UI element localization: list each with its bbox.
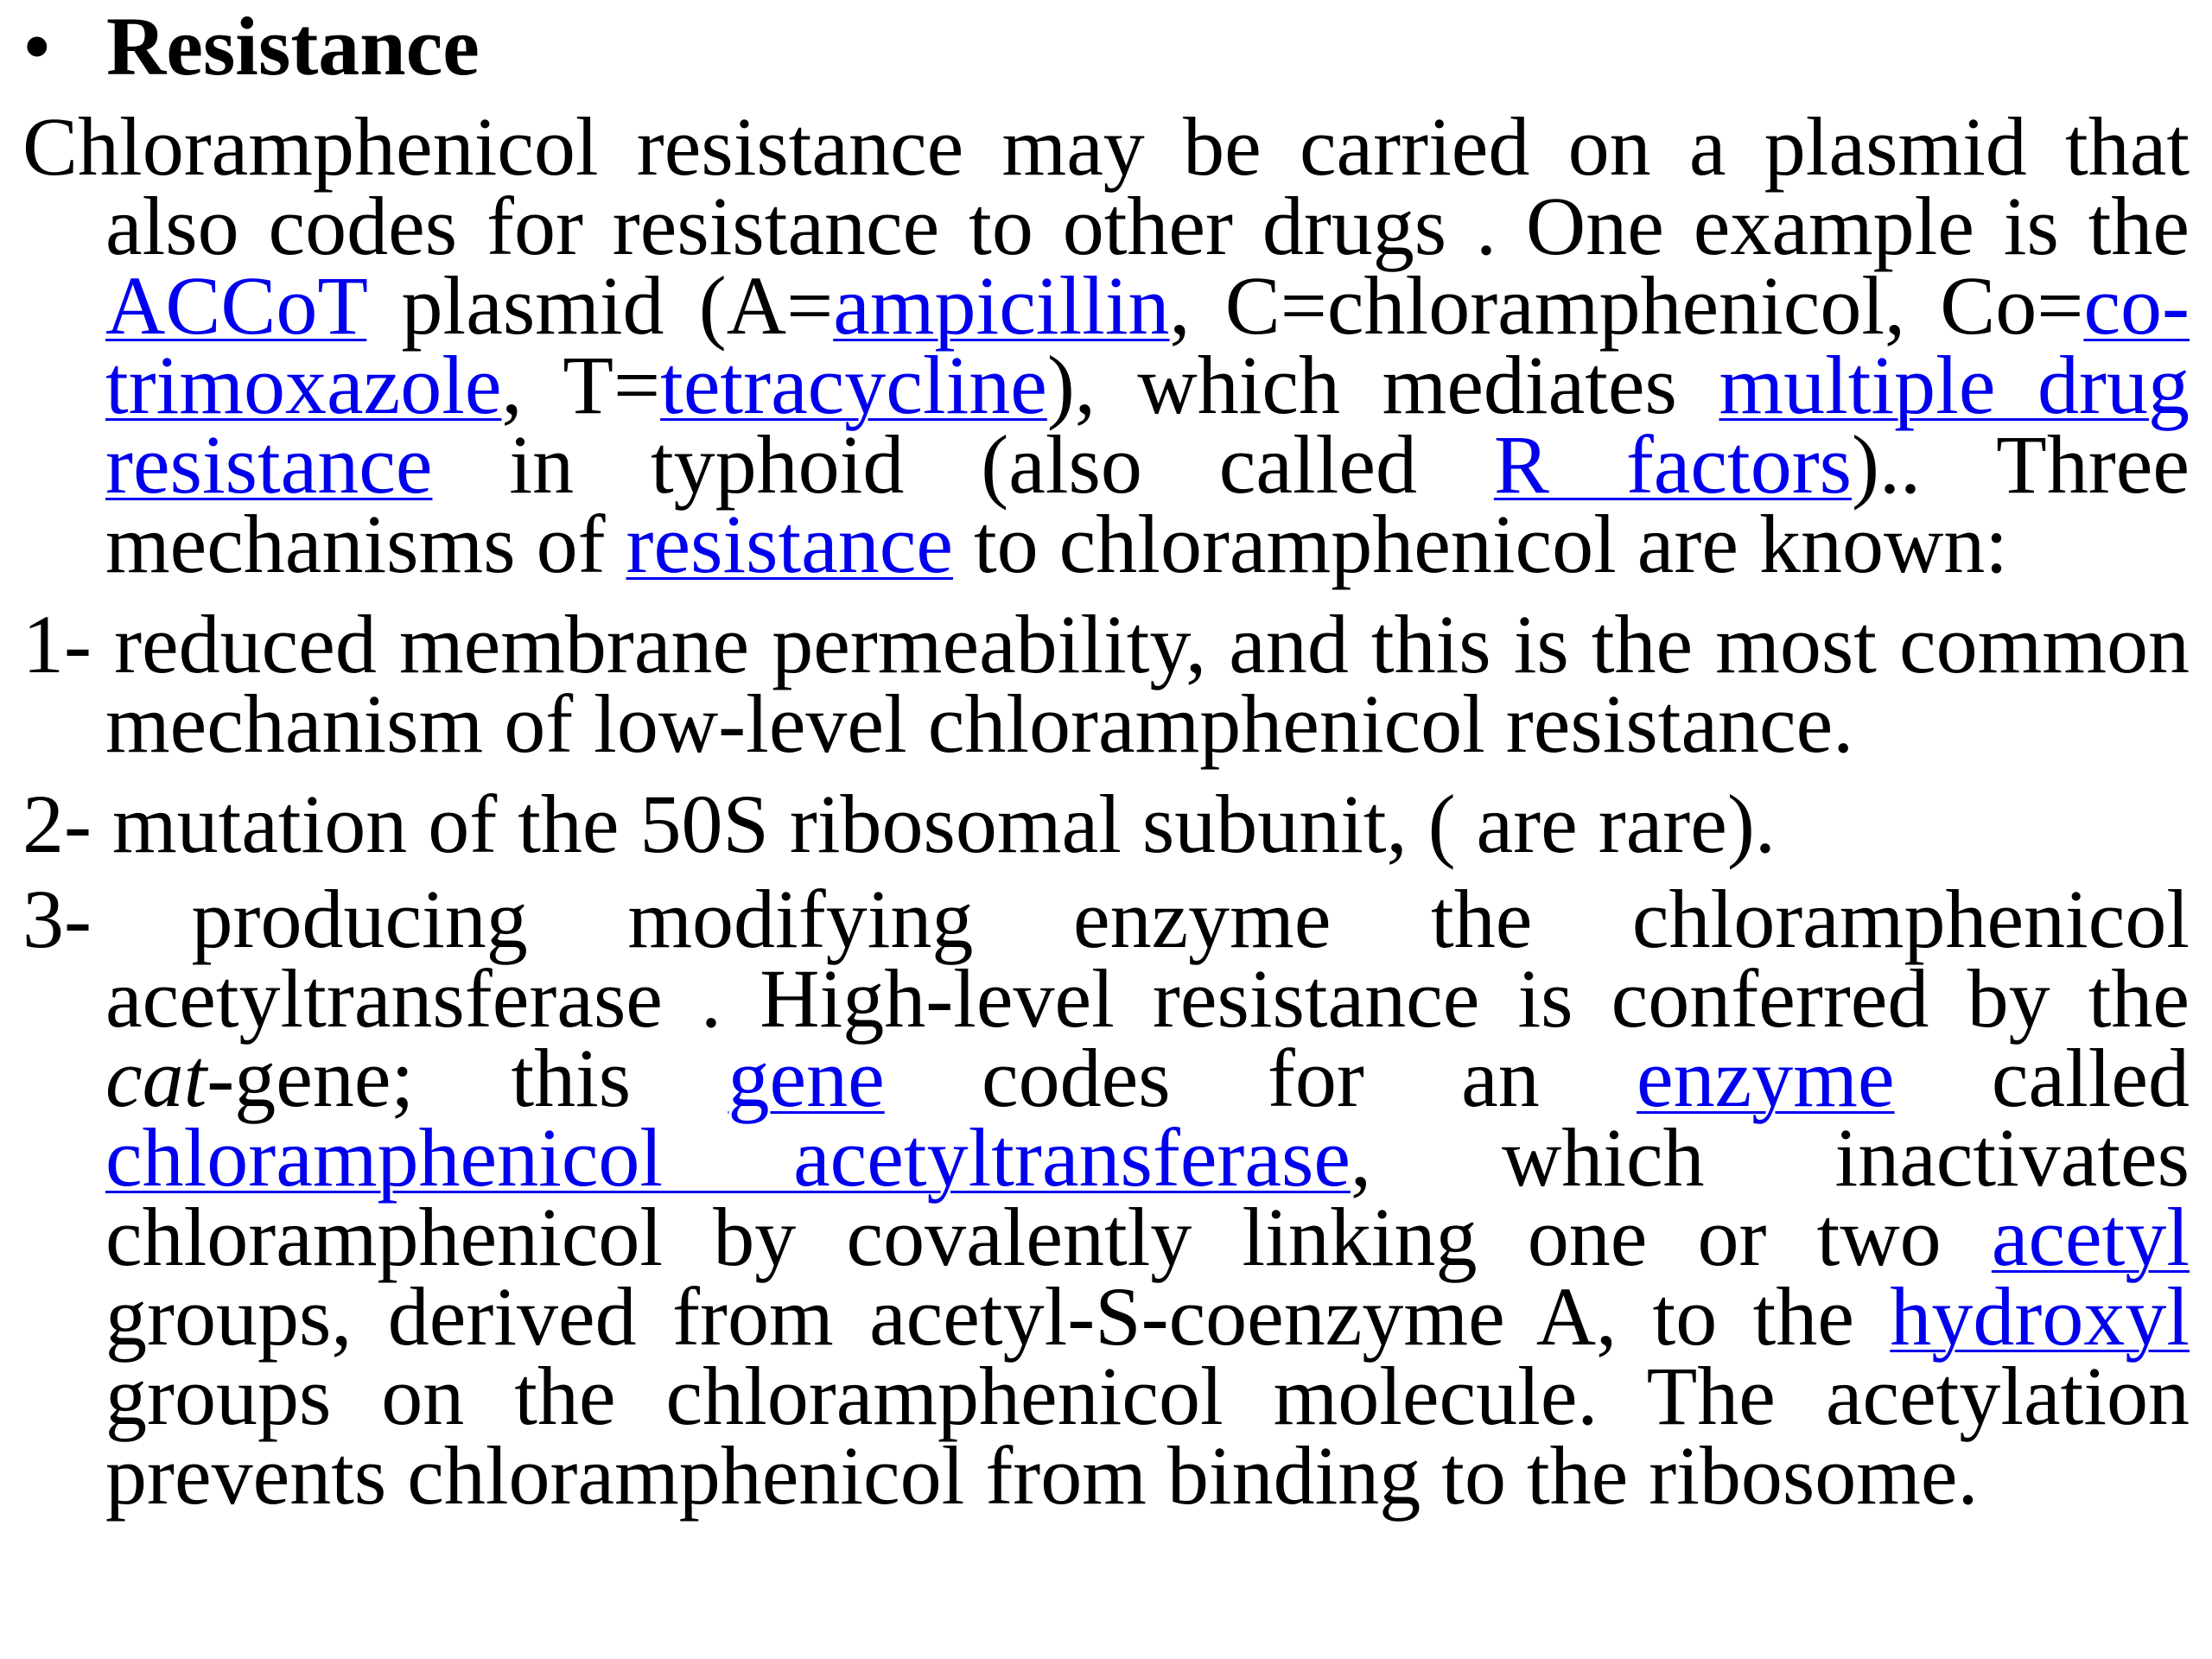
mechanism-3-text: called <box>1894 1032 2190 1124</box>
enzyme-link[interactable]: enzyme <box>1637 1032 1895 1124</box>
r-factors-link[interactable]: R factors <box>1493 418 1853 511</box>
intro-text: ), which mediates <box>1046 339 1719 431</box>
mechanism-3-text: 3- producing modifying enzyme the chloramphenicol acetyltransferase . High-level resistance is conferred by the <box>22 873 2190 1045</box>
intro-text: , T= <box>501 339 661 431</box>
mechanism-3-text: -gene; this <box>207 1032 728 1124</box>
mechanism-item-3 <box>22 873 2190 1522</box>
gene-link[interactable]: gene <box>728 1032 885 1124</box>
intro-text: Chloramphenicol resistance may be carried on a plasmid that also codes for resistance to other drugs . One example is the <box>22 100 2190 272</box>
section-heading <box>22 0 480 92</box>
accot-link[interactable]: ACCoT <box>105 259 367 352</box>
co-trimoxazole-link[interactable]: co-trimoxazole <box>105 259 2190 431</box>
mechanism-3-text: groups, derived from acetyl-S-coenzyme A, to the <box>105 1270 1891 1363</box>
resistance-link[interactable]: resistance <box>626 498 953 590</box>
hydroxyl-link[interactable]: hydroxyl <box>1890 1270 2190 1363</box>
mechanism-3-text: codes for an <box>884 1032 1637 1124</box>
intro-text: ).. Three mechanisms of <box>105 418 2190 590</box>
acetyl-link[interactable]: acetyl <box>1991 1191 2190 1283</box>
mechanism-1-text: 1- reduced membrane permeability, and this is the most common mechanism of low-level chloramphenicol resistance. <box>22 598 2190 770</box>
mechanism-3-text: groups on the chloramphenicol molecule. The acetylation prevents chloramphenicol from binding to the ribosome. <box>105 1350 2190 1522</box>
chloramphenicol-acetyltransferase-link[interactable]: chloramphenicol acetyltransferase <box>105 1111 1351 1204</box>
mechanism-item-2 <box>22 778 2190 870</box>
intro-paragraph <box>22 100 2190 590</box>
intro-text: to chloramphenicol are known: <box>953 498 2008 590</box>
cat-gene-italic: cat <box>105 1032 207 1124</box>
multiple-drug-resistance-link[interactable]: multiple drug resistance <box>105 339 2190 511</box>
intro-text: , C=chloramphenicol, Co= <box>1169 259 2084 352</box>
mechanism-2-text: 2- mutation of the 50S ribosomal subunit, ( are rare). <box>22 778 1776 870</box>
ampicillin-link[interactable]: ampicillin <box>833 259 1170 352</box>
intro-text: in typhoid (also called <box>432 418 1494 511</box>
intro-text: plasmid (A= <box>366 259 834 352</box>
heading-title: Resistance <box>106 0 480 92</box>
mechanism-item-1 <box>22 598 2190 770</box>
mechanism-3-text: , which inactivates chloramphenicol by covalently linking one or two <box>105 1111 2190 1283</box>
tetracycline-link[interactable]: tetracycline <box>660 339 1047 431</box>
bullet-icon: • <box>22 0 52 92</box>
